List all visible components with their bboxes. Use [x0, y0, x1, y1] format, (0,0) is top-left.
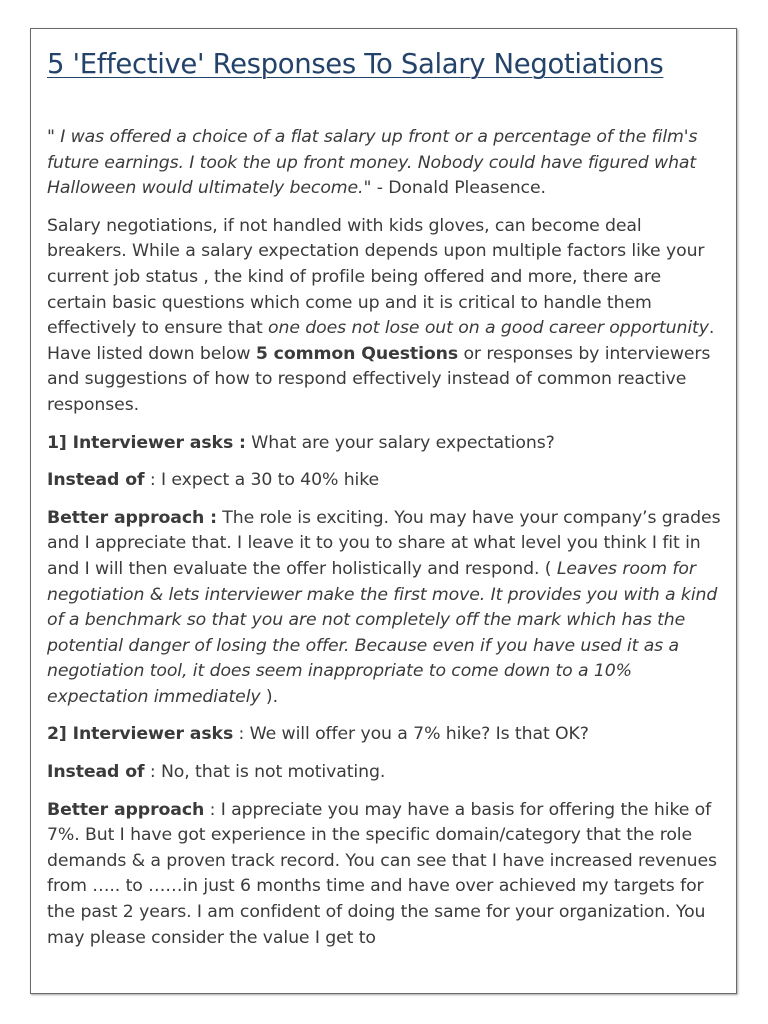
- quote-text: I was offered a choice of a flat salary up front or a percentage of the film's future earnings. I took the up front money. Nobody could have figured what Halloween would ultimately become.: [47, 127, 698, 199]
- q2-instead-label: Instead of: [47, 762, 145, 783]
- q2-better-text: : I appreciate you may have a basis for offering the hike of 7%. But I have got experience in the specific domain/category that the role demands & a proven track record. You can see that I have increased revenues from ….. to ……in just 6 months time and have over achieved my targets for the past 2 years. I am confident of doing the same for your organization. You may please consider the value I get to: [47, 799, 717, 948]
- q1-ask-label: 1] Interviewer asks :: [47, 432, 246, 453]
- q1-better-close: ).: [260, 686, 278, 707]
- intro-text-1: Salary negotiations, if not handled with kids gloves, can become deal breakers. While a salary expectation depends upon multiple factors like your current job status , the kind of profile being offered and more, there are certain basic questions which come up and it is critical to handle them effectively to ensure that: [47, 215, 705, 339]
- q1-ask-text: What are your salary expectations?: [245, 432, 555, 453]
- q1-instead-text: : I expect a 30 to 40% hike: [144, 470, 380, 491]
- q2-instead-text: : No, that is not motivating.: [144, 762, 386, 783]
- intro-text-2: . Have listed down below: [47, 318, 715, 364]
- q1-better-italic: Leaves room for negotiation & lets interviewer make the first move. It provides you with a kind of a benchmark so that you are not completely off the mark which has the potential danger of losing the offer. Because even if you have used it as a negotiation tool, it does seem inappropriate to come down to a 10% expectation immediately: [47, 558, 718, 707]
- q2-instead: [47, 760, 723, 786]
- intro-italic: one does not lose out on a good career opportunity: [268, 318, 709, 339]
- intro-text-3: or responses by interviewers and suggestions of how to respond effectively instead of common reactive responses.: [47, 343, 711, 415]
- q1-question: [47, 431, 723, 457]
- q1-better-text: The role is exciting. You may have your company’s grades and I appreciate that. I leave it to you to share at what level you think I fit in and I will then evaluate the offer holistically and respond. (: [47, 507, 721, 579]
- document-page: [30, 28, 737, 994]
- q2-ask-text: : We will offer you a 7% hike? Is that OK?: [233, 724, 589, 745]
- article-body: [47, 43, 723, 963]
- q1-better-label: Better approach :: [47, 507, 217, 528]
- intro-bold: 5 common Questions: [255, 343, 459, 364]
- q2-question: [47, 722, 723, 748]
- opening-quote: [47, 125, 723, 202]
- q2-better-label: Better approach: [47, 799, 205, 820]
- q1-instead: [47, 468, 723, 494]
- q2-ask-label: 2] Interviewer asks: [47, 724, 234, 745]
- intro-paragraph: [47, 214, 723, 419]
- q1-instead-label: Instead of: [47, 470, 145, 491]
- q2-better-approach: [47, 798, 723, 952]
- quote-attribution: " - Donald Pleasence.: [363, 178, 546, 199]
- quote-open: ": [47, 127, 61, 147]
- article-title: 5 'Effective' Responses To Salary Negotiations: [47, 48, 664, 80]
- q1-better-approach: [47, 506, 723, 711]
